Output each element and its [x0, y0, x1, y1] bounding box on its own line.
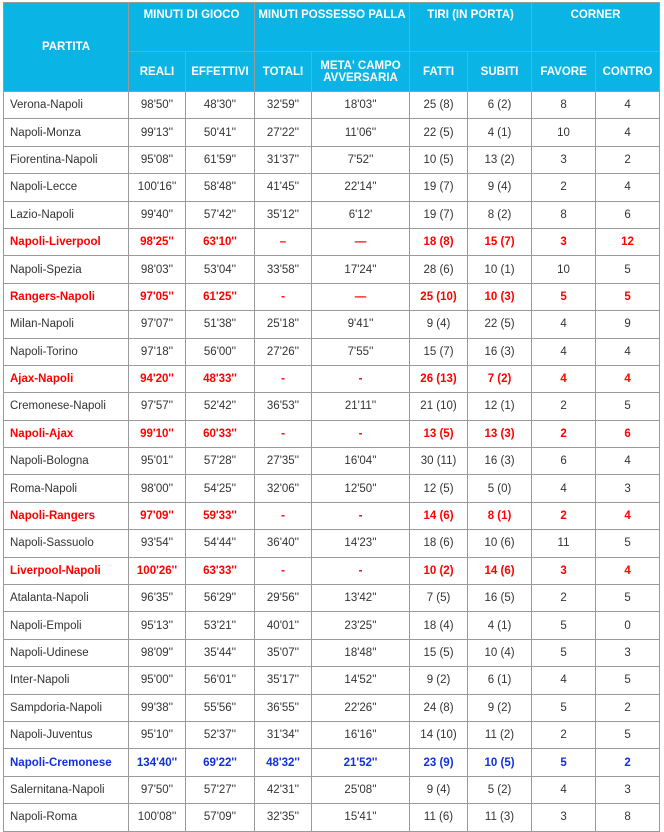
- totali-cell: 35'17'': [255, 667, 312, 694]
- table-row: [4, 804, 660, 831]
- match-cell: Napoli-Spezia: [4, 256, 129, 283]
- tiri-fatti-cell: 24 (8): [410, 694, 468, 721]
- corner-contro-cell: 2: [596, 749, 660, 776]
- corner-favore-cell: 4: [532, 776, 596, 803]
- corner-contro-cell: 6: [596, 420, 660, 447]
- table-row: [4, 694, 660, 721]
- table-row: [4, 612, 660, 639]
- match-cell: Napoli-Cremonese: [4, 749, 129, 776]
- meta-campo-cell: -: [312, 557, 410, 584]
- match-cell: Napoli-Rangers: [4, 502, 129, 529]
- table-row: [4, 256, 660, 283]
- totali-cell: -: [255, 283, 312, 310]
- tiri-subiti-cell: 4 (1): [468, 119, 532, 146]
- corner-favore-cell: 8: [532, 92, 596, 119]
- tiri-subiti-cell: 13 (2): [468, 146, 532, 173]
- reali-cell: 98'03'': [129, 256, 186, 283]
- match-cell: Lazio-Napoli: [4, 201, 129, 228]
- header-minuti-di-gioco: MINUTI DI GIOCO: [129, 3, 255, 52]
- table-row: [4, 448, 660, 475]
- table-row: [4, 92, 660, 119]
- meta-campo-cell: 12'50'': [312, 475, 410, 502]
- totali-cell: 36'55'': [255, 694, 312, 721]
- header-favore: FAVORE: [532, 52, 596, 92]
- match-cell: Napoli-Sassuolo: [4, 530, 129, 557]
- tiri-fatti-cell: 15 (7): [410, 338, 468, 365]
- corner-contro-cell: 4: [596, 557, 660, 584]
- corner-favore-cell: 4: [532, 338, 596, 365]
- meta-campo-cell: 11'06'': [312, 119, 410, 146]
- corner-contro-cell: 5: [596, 283, 660, 310]
- tiri-fatti-cell: 18 (6): [410, 530, 468, 557]
- reali-cell: 100'26'': [129, 557, 186, 584]
- effettivi-cell: 57'27'': [186, 776, 255, 803]
- effettivi-cell: 54'25'': [186, 475, 255, 502]
- totali-cell: 31'37'': [255, 146, 312, 173]
- header-fatti: FATTI: [410, 52, 468, 92]
- reali-cell: 98'50'': [129, 92, 186, 119]
- corner-contro-cell: 9: [596, 311, 660, 338]
- corner-contro-cell: 3: [596, 475, 660, 502]
- match-cell: Sampdoria-Napoli: [4, 694, 129, 721]
- corner-contro-cell: 4: [596, 174, 660, 201]
- totali-cell: 48'32'': [255, 749, 312, 776]
- effettivi-cell: 53'21'': [186, 612, 255, 639]
- tiri-fatti-cell: 9 (2): [410, 667, 468, 694]
- effettivi-cell: 56'29'': [186, 585, 255, 612]
- corner-favore-cell: 4: [532, 311, 596, 338]
- reali-cell: 97'57'': [129, 393, 186, 420]
- match-cell: Napoli-Monza: [4, 119, 129, 146]
- totali-cell: 40'01'': [255, 612, 312, 639]
- tiri-subiti-cell: 14 (6): [468, 557, 532, 584]
- header-partita: PARTITA: [4, 3, 129, 92]
- totali-cell: -: [255, 557, 312, 584]
- effettivi-cell: 57'09'': [186, 804, 255, 831]
- meta-campo-cell: 23'25'': [312, 612, 410, 639]
- reali-cell: 98'09'': [129, 639, 186, 666]
- effettivi-cell: 56'00'': [186, 338, 255, 365]
- effettivi-cell: 52'42'': [186, 393, 255, 420]
- tiri-fatti-cell: 11 (6): [410, 804, 468, 831]
- effettivi-cell: 48'33'': [186, 365, 255, 392]
- totali-cell: 41'45'': [255, 174, 312, 201]
- header-minuti-possesso: MINUTI POSSESSO PALLA: [255, 3, 410, 52]
- reali-cell: 97'50'': [129, 776, 186, 803]
- table-row: [4, 639, 660, 666]
- totali-cell: –: [255, 228, 312, 255]
- tiri-subiti-cell: 5 (2): [468, 776, 532, 803]
- corner-contro-cell: 5: [596, 721, 660, 748]
- reali-cell: 98'25'': [129, 228, 186, 255]
- effettivi-cell: 48'30'': [186, 92, 255, 119]
- reali-cell: 134'40'': [129, 749, 186, 776]
- table-row: [4, 530, 660, 557]
- corner-contro-cell: 5: [596, 667, 660, 694]
- totali-cell: 27'22'': [255, 119, 312, 146]
- totali-cell: -: [255, 420, 312, 447]
- corner-favore-cell: 2: [532, 721, 596, 748]
- match-cell: Fiorentina-Napoli: [4, 146, 129, 173]
- meta-campo-cell: —: [312, 228, 410, 255]
- totali-cell: 35'12'': [255, 201, 312, 228]
- tiri-subiti-cell: 8 (1): [468, 502, 532, 529]
- tiri-subiti-cell: 4 (1): [468, 612, 532, 639]
- corner-favore-cell: 6: [532, 448, 596, 475]
- table-header: [4, 3, 660, 92]
- tiri-subiti-cell: 12 (1): [468, 393, 532, 420]
- totali-cell: 27'26'': [255, 338, 312, 365]
- tiri-subiti-cell: 22 (5): [468, 311, 532, 338]
- tiri-fatti-cell: 12 (5): [410, 475, 468, 502]
- reali-cell: 95'00'': [129, 667, 186, 694]
- match-cell: Atalanta-Napoli: [4, 585, 129, 612]
- meta-campo-cell: 21'52'': [312, 749, 410, 776]
- match-cell: Roma-Napoli: [4, 475, 129, 502]
- corner-contro-cell: 0: [596, 612, 660, 639]
- totali-cell: 36'40'': [255, 530, 312, 557]
- tiri-fatti-cell: 25 (10): [410, 283, 468, 310]
- tiri-fatti-cell: 18 (4): [410, 612, 468, 639]
- table-row: [4, 228, 660, 255]
- reali-cell: 97'18'': [129, 338, 186, 365]
- reali-cell: 96'35'': [129, 585, 186, 612]
- tiri-fatti-cell: 15 (5): [410, 639, 468, 666]
- tiri-fatti-cell: 23 (9): [410, 749, 468, 776]
- tiri-fatti-cell: 28 (6): [410, 256, 468, 283]
- reali-cell: 97'07'': [129, 311, 186, 338]
- corner-favore-cell: 2: [532, 585, 596, 612]
- header-corner: CORNER: [532, 3, 660, 52]
- match-cell: Napoli-Ajax: [4, 420, 129, 447]
- tiri-fatti-cell: 13 (5): [410, 420, 468, 447]
- totali-cell: 33'58'': [255, 256, 312, 283]
- corner-favore-cell: 4: [532, 475, 596, 502]
- corner-contro-cell: 8: [596, 804, 660, 831]
- tiri-subiti-cell: 16 (3): [468, 448, 532, 475]
- tiri-fatti-cell: 26 (13): [410, 365, 468, 392]
- tiri-fatti-cell: 30 (11): [410, 448, 468, 475]
- corner-favore-cell: 5: [532, 694, 596, 721]
- corner-favore-cell: 4: [532, 365, 596, 392]
- tiri-subiti-cell: 16 (5): [468, 585, 532, 612]
- totali-cell: -: [255, 365, 312, 392]
- reali-cell: 98'00'': [129, 475, 186, 502]
- table-row: [4, 776, 660, 803]
- corner-contro-cell: 12: [596, 228, 660, 255]
- effettivi-cell: 60'33'': [186, 420, 255, 447]
- tiri-subiti-cell: 10 (6): [468, 530, 532, 557]
- tiri-subiti-cell: 10 (3): [468, 283, 532, 310]
- tiri-subiti-cell: 15 (7): [468, 228, 532, 255]
- effettivi-cell: 63'10'': [186, 228, 255, 255]
- table-row: [4, 174, 660, 201]
- reali-cell: 100'08'': [129, 804, 186, 831]
- reali-cell: 99'13'': [129, 119, 186, 146]
- meta-campo-cell: 14'52'': [312, 667, 410, 694]
- totali-cell: 35'07'': [255, 639, 312, 666]
- totali-cell: -: [255, 502, 312, 529]
- corner-favore-cell: 5: [532, 639, 596, 666]
- match-cell: Verona-Napoli: [4, 92, 129, 119]
- tiri-subiti-cell: 6 (1): [468, 667, 532, 694]
- totali-cell: 32'59'': [255, 92, 312, 119]
- totali-cell: 29'56'': [255, 585, 312, 612]
- corner-favore-cell: 3: [532, 804, 596, 831]
- effettivi-cell: 57'42'': [186, 201, 255, 228]
- meta-campo-cell: 15'41'': [312, 804, 410, 831]
- corner-favore-cell: 2: [532, 420, 596, 447]
- meta-campo-cell: -: [312, 365, 410, 392]
- tiri-subiti-cell: 10 (5): [468, 749, 532, 776]
- reali-cell: 95'08'': [129, 146, 186, 173]
- reali-cell: 100'16'': [129, 174, 186, 201]
- corner-favore-cell: 3: [532, 146, 596, 173]
- table-row: [4, 749, 660, 776]
- effettivi-cell: 54'44'': [186, 530, 255, 557]
- tiri-fatti-cell: 19 (7): [410, 201, 468, 228]
- corner-contro-cell: 5: [596, 530, 660, 557]
- match-cell: Salernitana-Napoli: [4, 776, 129, 803]
- table-row: [4, 721, 660, 748]
- reali-cell: 99'10'': [129, 420, 186, 447]
- effettivi-cell: 61'25'': [186, 283, 255, 310]
- corner-favore-cell: 5: [532, 749, 596, 776]
- totali-cell: 32'06'': [255, 475, 312, 502]
- match-cell: Napoli-Roma: [4, 804, 129, 831]
- tiri-fatti-cell: 10 (5): [410, 146, 468, 173]
- meta-campo-cell: 22'26'': [312, 694, 410, 721]
- tiri-subiti-cell: 10 (1): [468, 256, 532, 283]
- meta-campo-cell: 16'04'': [312, 448, 410, 475]
- corner-favore-cell: 10: [532, 256, 596, 283]
- effettivi-cell: 53'04'': [186, 256, 255, 283]
- corner-contro-cell: 5: [596, 393, 660, 420]
- corner-contro-cell: 4: [596, 365, 660, 392]
- reali-cell: 94'20'': [129, 365, 186, 392]
- tiri-fatti-cell: 22 (5): [410, 119, 468, 146]
- match-cell: Rangers-Napoli: [4, 283, 129, 310]
- header-meta-campo: META' CAMPO AVVERSARIA: [312, 52, 410, 92]
- tiri-subiti-cell: 9 (2): [468, 694, 532, 721]
- match-cell: Liverpool-Napoli: [4, 557, 129, 584]
- tiri-fatti-cell: 18 (8): [410, 228, 468, 255]
- header-reali: REALI: [129, 52, 186, 92]
- match-cell: Ajax-Napoli: [4, 365, 129, 392]
- stats-table: [3, 2, 660, 832]
- tiri-subiti-cell: 5 (0): [468, 475, 532, 502]
- corner-favore-cell: 5: [532, 612, 596, 639]
- match-cell: Napoli-Empoli: [4, 612, 129, 639]
- header-contro: CONTRO: [596, 52, 660, 92]
- corner-contro-cell: 4: [596, 502, 660, 529]
- meta-campo-cell: 7'52'': [312, 146, 410, 173]
- tiri-subiti-cell: 11 (2): [468, 721, 532, 748]
- match-cell: Milan-Napoli: [4, 311, 129, 338]
- tiri-fatti-cell: 7 (5): [410, 585, 468, 612]
- table-row: [4, 475, 660, 502]
- reali-cell: 95'01'': [129, 448, 186, 475]
- tiri-subiti-cell: 6 (2): [468, 92, 532, 119]
- match-cell: Napoli-Lecce: [4, 174, 129, 201]
- match-cell: Napoli-Juventus: [4, 721, 129, 748]
- match-cell: Cremonese-Napoli: [4, 393, 129, 420]
- table-row: [4, 201, 660, 228]
- corner-favore-cell: 2: [532, 393, 596, 420]
- corner-contro-cell: 5: [596, 585, 660, 612]
- corner-contro-cell: 3: [596, 639, 660, 666]
- corner-contro-cell: 2: [596, 694, 660, 721]
- match-cell: Napoli-Udinese: [4, 639, 129, 666]
- reali-cell: 93'54'': [129, 530, 186, 557]
- effettivi-cell: 57'28'': [186, 448, 255, 475]
- meta-campo-cell: 18'03'': [312, 92, 410, 119]
- tiri-fatti-cell: 9 (4): [410, 776, 468, 803]
- reali-cell: 99'40'': [129, 201, 186, 228]
- meta-campo-cell: 22'14'': [312, 174, 410, 201]
- corner-contro-cell: 2: [596, 146, 660, 173]
- table-row: [4, 311, 660, 338]
- corner-favore-cell: 10: [532, 119, 596, 146]
- tiri-subiti-cell: 11 (3): [468, 804, 532, 831]
- table-row: [4, 119, 660, 146]
- corner-favore-cell: 4: [532, 667, 596, 694]
- corner-contro-cell: 4: [596, 92, 660, 119]
- totali-cell: 36'53'': [255, 393, 312, 420]
- meta-campo-cell: 21'11'': [312, 393, 410, 420]
- table-row: [4, 393, 660, 420]
- corner-favore-cell: 3: [532, 557, 596, 584]
- meta-campo-cell: —: [312, 283, 410, 310]
- table-row: [4, 365, 660, 392]
- tiri-subiti-cell: 8 (2): [468, 201, 532, 228]
- meta-campo-cell: 13'42'': [312, 585, 410, 612]
- table-row: [4, 557, 660, 584]
- totali-cell: 25'18'': [255, 311, 312, 338]
- effettivi-cell: 63'33'': [186, 557, 255, 584]
- effettivi-cell: 59'33'': [186, 502, 255, 529]
- meta-campo-cell: 25'08'': [312, 776, 410, 803]
- reali-cell: 97'05'': [129, 283, 186, 310]
- match-cell: Napoli-Liverpool: [4, 228, 129, 255]
- tiri-subiti-cell: 10 (4): [468, 639, 532, 666]
- header-tiri: TIRI (IN PORTA): [410, 3, 532, 52]
- totali-cell: 31'34'': [255, 721, 312, 748]
- effettivi-cell: 56'01'': [186, 667, 255, 694]
- reali-cell: 95'10'': [129, 721, 186, 748]
- table-row: [4, 502, 660, 529]
- effettivi-cell: 51'38'': [186, 311, 255, 338]
- header-effettivi: EFFETTIVI: [186, 52, 255, 92]
- tiri-fatti-cell: 25 (8): [410, 92, 468, 119]
- meta-campo-cell: 18'48'': [312, 639, 410, 666]
- tiri-fatti-cell: 19 (7): [410, 174, 468, 201]
- tiri-fatti-cell: 21 (10): [410, 393, 468, 420]
- tiri-fatti-cell: 14 (10): [410, 721, 468, 748]
- effettivi-cell: 50'41'': [186, 119, 255, 146]
- tiri-fatti-cell: 14 (6): [410, 502, 468, 529]
- table-row: [4, 420, 660, 447]
- meta-campo-cell: -: [312, 502, 410, 529]
- effettivi-cell: 58'48'': [186, 174, 255, 201]
- table-row: [4, 283, 660, 310]
- meta-campo-cell: 9'41'': [312, 311, 410, 338]
- reali-cell: 95'13'': [129, 612, 186, 639]
- tiri-subiti-cell: 7 (2): [468, 365, 532, 392]
- totali-cell: 32'35'': [255, 804, 312, 831]
- effettivi-cell: 35'44'': [186, 639, 255, 666]
- corner-favore-cell: 8: [532, 201, 596, 228]
- match-cell: Napoli-Torino: [4, 338, 129, 365]
- corner-favore-cell: 5: [532, 283, 596, 310]
- table-row: [4, 585, 660, 612]
- reali-cell: 99'38'': [129, 694, 186, 721]
- tiri-subiti-cell: 16 (3): [468, 338, 532, 365]
- effettivi-cell: 61'59'': [186, 146, 255, 173]
- meta-campo-cell: 16'16'': [312, 721, 410, 748]
- effettivi-cell: 52'37'': [186, 721, 255, 748]
- tiri-subiti-cell: 13 (3): [468, 420, 532, 447]
- tiri-fatti-cell: 10 (2): [410, 557, 468, 584]
- corner-contro-cell: 6: [596, 201, 660, 228]
- effettivi-cell: 69'22'': [186, 749, 255, 776]
- meta-campo-cell: 17'24'': [312, 256, 410, 283]
- corner-favore-cell: 2: [532, 174, 596, 201]
- meta-campo-cell: 14'23'': [312, 530, 410, 557]
- table-row: [4, 338, 660, 365]
- corner-contro-cell: 4: [596, 448, 660, 475]
- totali-cell: 42'31'': [255, 776, 312, 803]
- corner-favore-cell: 11: [532, 530, 596, 557]
- table-body: [4, 92, 660, 832]
- meta-campo-cell: -: [312, 420, 410, 447]
- meta-campo-cell: 6'12': [312, 201, 410, 228]
- corner-favore-cell: 3: [532, 228, 596, 255]
- effettivi-cell: 55'56'': [186, 694, 255, 721]
- match-cell: Napoli-Bologna: [4, 448, 129, 475]
- tiri-fatti-cell: 9 (4): [410, 311, 468, 338]
- tiri-subiti-cell: 9 (4): [468, 174, 532, 201]
- table-row: [4, 146, 660, 173]
- corner-contro-cell: 4: [596, 119, 660, 146]
- corner-contro-cell: 5: [596, 256, 660, 283]
- corner-contro-cell: 3: [596, 776, 660, 803]
- header-subiti: SUBITI: [468, 52, 532, 92]
- corner-contro-cell: 4: [596, 338, 660, 365]
- corner-favore-cell: 2: [532, 502, 596, 529]
- reali-cell: 97'09'': [129, 502, 186, 529]
- match-cell: Inter-Napoli: [4, 667, 129, 694]
- table-row: [4, 667, 660, 694]
- header-totali: TOTALI: [255, 52, 312, 92]
- meta-campo-cell: 7'55'': [312, 338, 410, 365]
- totali-cell: 27'35'': [255, 448, 312, 475]
